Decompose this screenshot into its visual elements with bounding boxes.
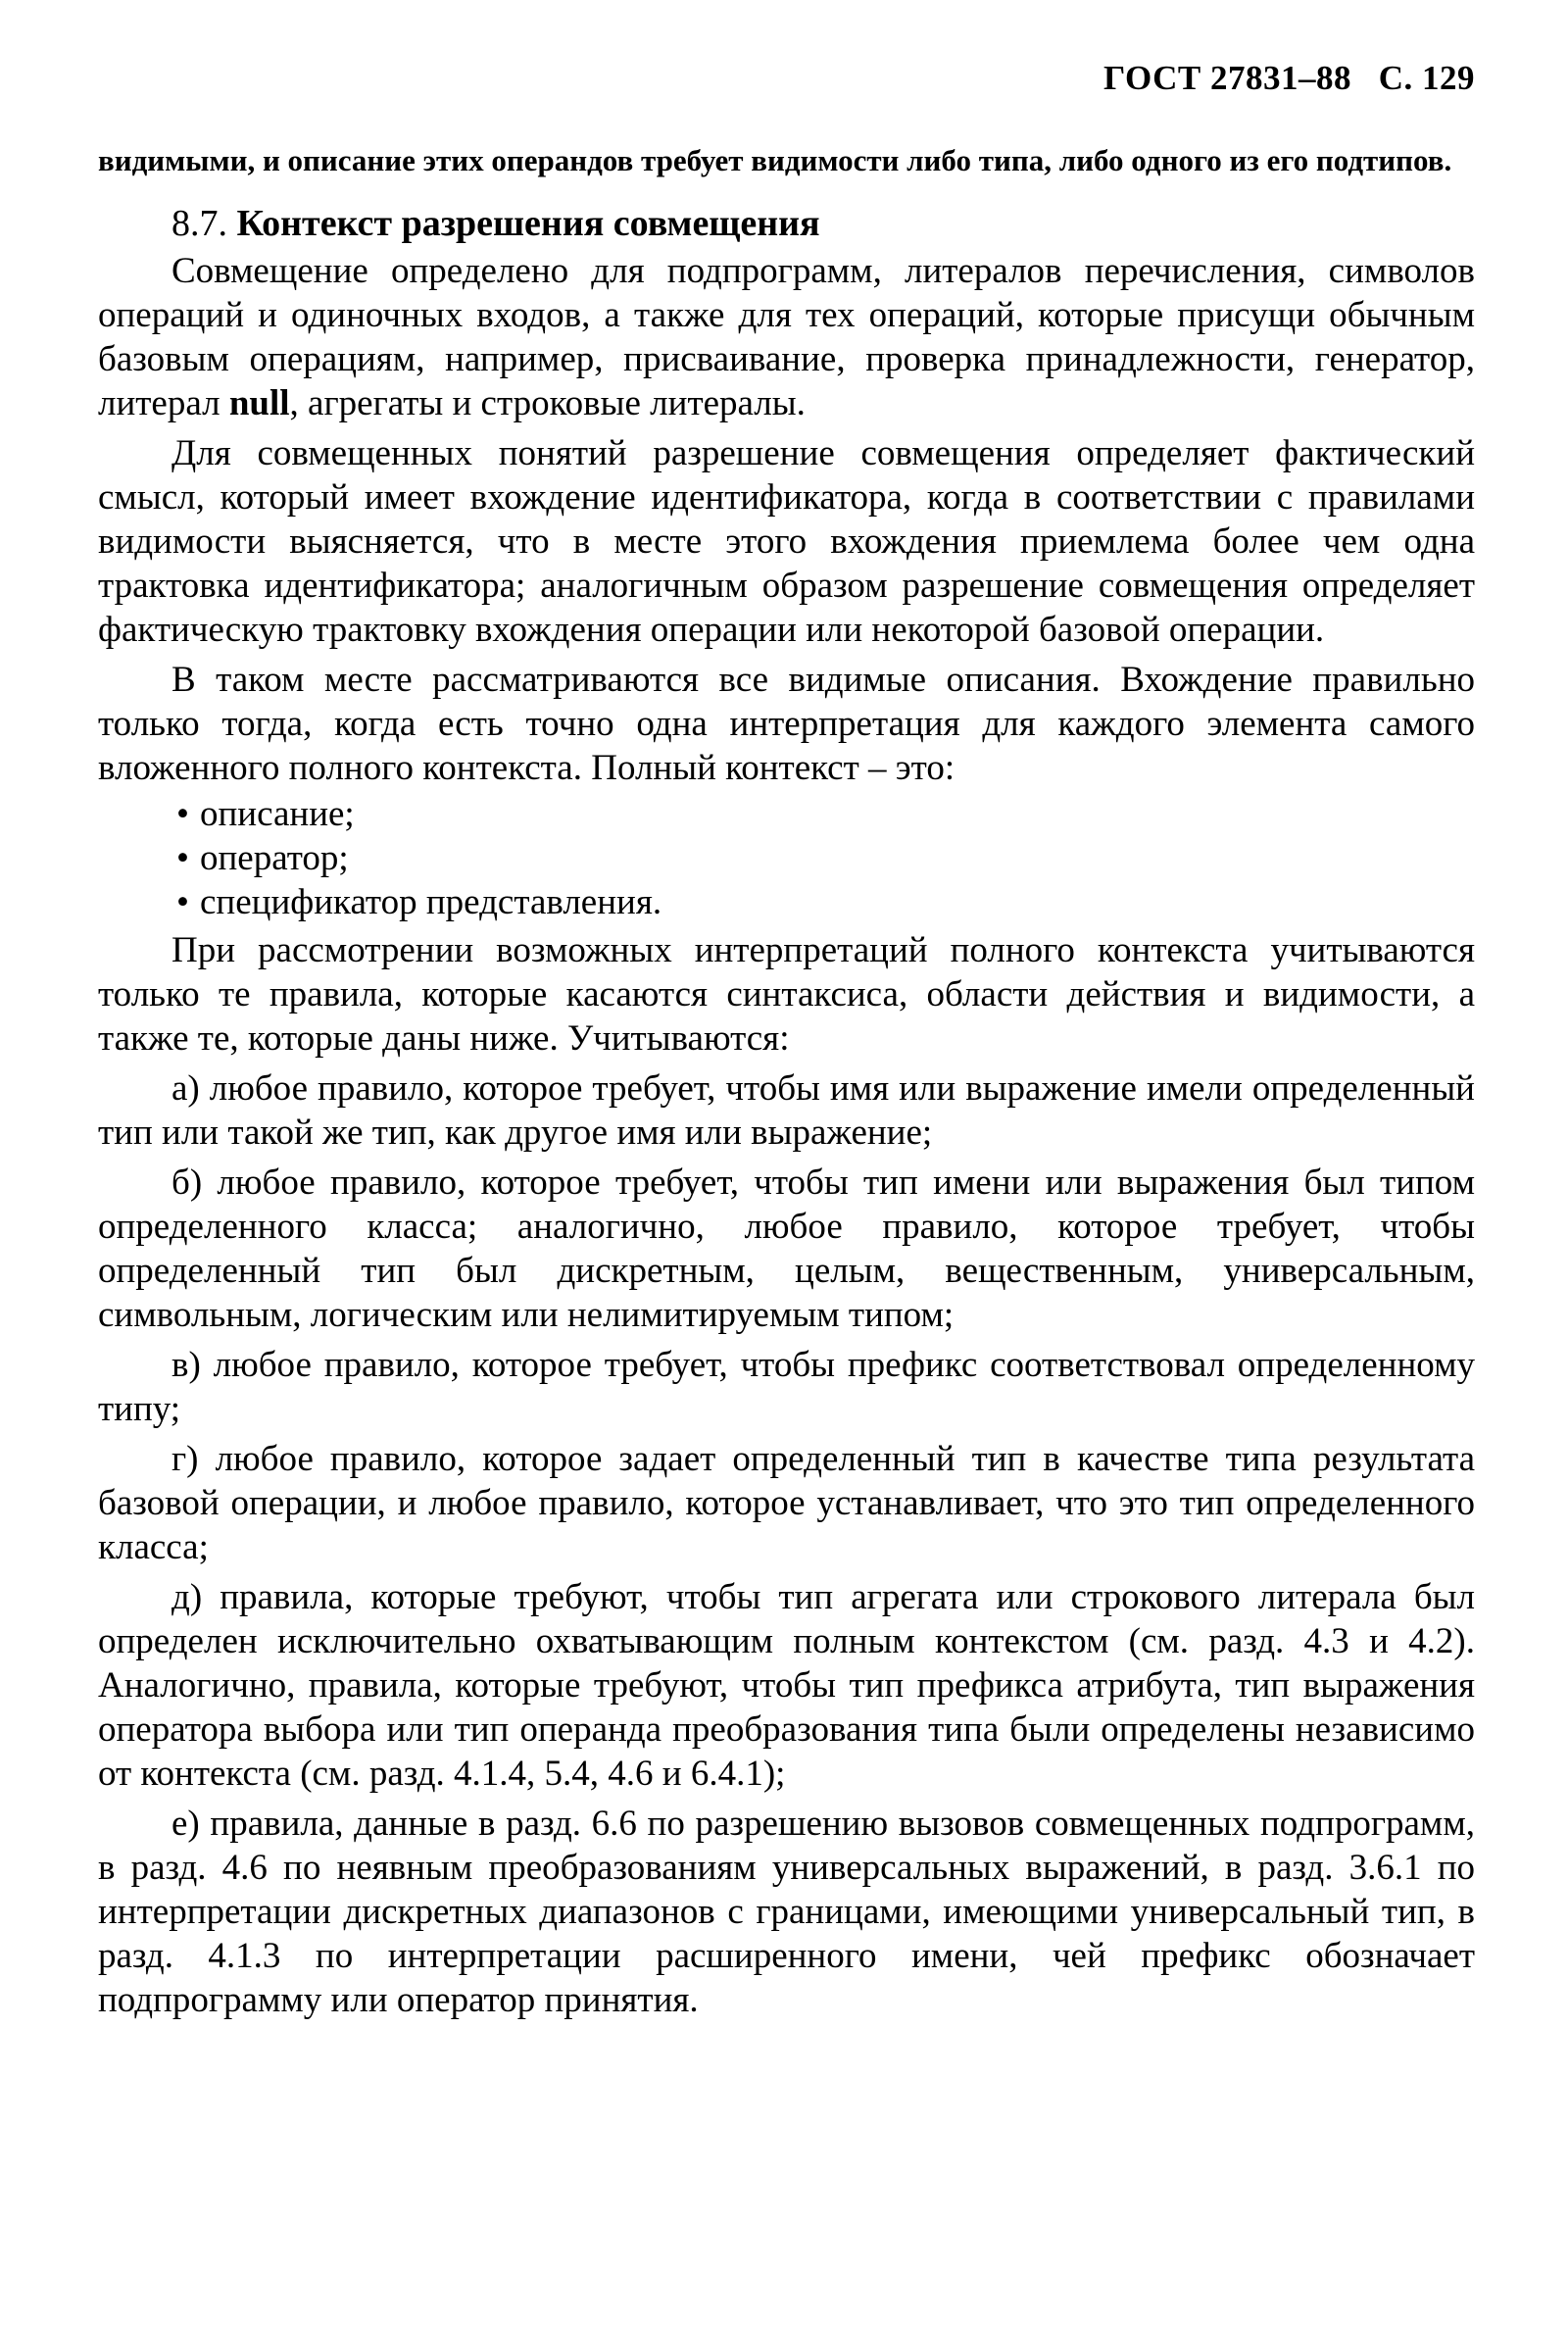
page-header xyxy=(1103,59,1475,98)
bullet-icon: • xyxy=(176,838,189,878)
list-item: • спецификатор представления. xyxy=(176,882,662,922)
null-literal: null xyxy=(228,383,290,423)
bullet-icon: • xyxy=(176,882,189,922)
document-page xyxy=(98,0,1475,2325)
rule-item-g: г) любое правило, которое задает определенный тип в качестве типа результата базовой операции, и любое правило, которое устанавливает, что это тип определенного класса; xyxy=(98,1439,1475,1567)
section-number: 8.7. xyxy=(172,203,227,244)
rule-item-v: в) любое правило, которое требует, чтобы префикс соответствовал определенному типу; xyxy=(98,1345,1475,1429)
page-number: С. 129 xyxy=(1378,59,1475,97)
document-body xyxy=(98,145,1475,2022)
paragraph-overload-resolution: Для совмещенных понятий разрешение совмещения определяет фактический смысл, который имеет вхождение идентификатора, когда в соответствии с правилами видимости выясняется, что в месте этого вхождения приемлема более чем одна трактовка идентификатора; аналогичным образом разрешение совмещения определяет фактическую трактовку вхождения операции или некоторой базовой операции. xyxy=(98,433,1475,650)
list-item: • описание; xyxy=(176,794,355,834)
standard-number: ГОСТ 27831–88 xyxy=(1103,59,1351,97)
rule-item-e: е) правила, данные в разд. 6.6 по разрешению вызовов совмещенных подпрограмм, в разд. 4.6 по неявным преобразованиям универсальных выражений, в разд. 3.6.1 по интерпретации дискретных диапазонов с границами, имеющими универсальный тип, в разд. 4.1.3 по интерпретации расширенного имени, чей префикс обозначает подпрограмму или оператор принятия. xyxy=(98,1804,1475,2020)
section-title: Контекст разрешения совмещения xyxy=(236,203,820,244)
paragraph-interpretations: При рассмотрении возможных интерпретаций полного контекста учитываются только те правила, которые касаются синтаксиса, области действия и видимости, а также те, которые даны ниже. Учитываются: xyxy=(98,930,1475,1059)
list-item: • оператор; xyxy=(176,838,349,878)
bullet-icon: • xyxy=(176,794,189,834)
rule-item-b: б) любое правило, которое требует, чтобы тип имени или выражения был типом определенного класса; аналогично, любое правило, которое требует, чтобы определенный тип был дискретным, целым, вещественным, универсальным, символьным, логическим или нелимитируемым типом; xyxy=(98,1162,1475,1335)
rule-item-a: а) любое правило, которое требует, чтобы имя или выражение имели определенный тип или такой же тип, как другое имя или выражение; xyxy=(98,1068,1475,1153)
paragraph-overloading-definition xyxy=(98,249,1475,425)
continuation-paragraph: видимыми, и описание этих операндов требует видимости либо типа, либо одного из его подтипов. xyxy=(98,143,1452,177)
complete-context-list xyxy=(98,792,1475,924)
section-heading xyxy=(98,200,1475,247)
paragraph-complete-context: В таком месте рассматриваются все видимые описания. Вхождение правильно только тогда, когда есть точно одна интерпретация для каждого элемента самого вложенного полного контекста. Полный контекст – это: xyxy=(98,660,1475,788)
rule-item-d: д) правила, которые требуют, чтобы тип агрегата или строкового литерала был определен исключительно охватывающим полным контекстом (см. разд. 4.3 и 4.2). Аналогично, правила, которые требуют, чтобы тип префикса атрибута, тип выражения оператора выбора или тип операнда преобразования типа были определены независимо от контекста (см. разд. 4.1.4, 5.4, 4.6 и 6.4.1); xyxy=(98,1577,1475,1794)
paragraph-text: , агрегаты и строковые литералы. xyxy=(289,383,806,423)
paragraph-text: Совмещение определено для подпрограмм, литералов перечисления, символов операций и одиночных входов, а также для тех операций, которые присущи обычным базовым операциям, например, присваивание, проверка принадлежности, генератор, литерал xyxy=(98,251,1475,423)
